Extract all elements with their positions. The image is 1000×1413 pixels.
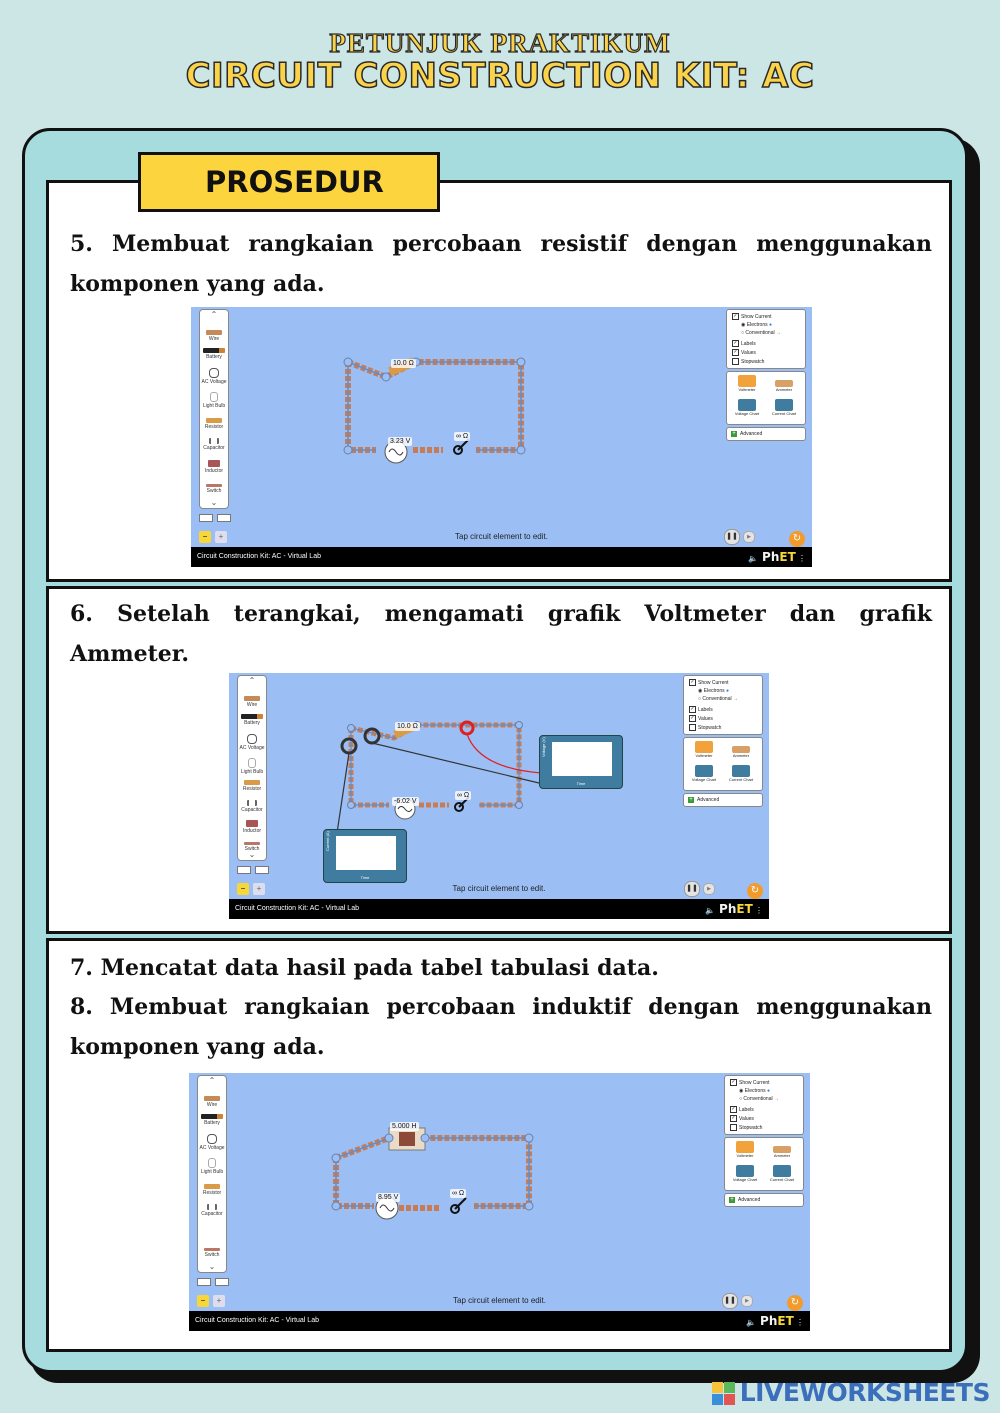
labels-checkbox[interactable]: ✓ Labels [690,706,713,713]
show-current-checkbox[interactable]: ✓ Show Current [690,679,729,686]
voltmeter-tool[interactable]: Voltmeter [728,1141,762,1158]
wire-left-highlight [348,362,376,450]
menu-icon[interactable]: ⋮ [798,554,806,563]
show-current-checkbox[interactable]: ✓ Show Current [731,1079,770,1086]
switch-label: ∞ Ω [457,792,470,799]
voltmeter-tool[interactable]: Voltmeter [687,741,721,758]
zoom-out-button[interactable]: − [199,531,211,543]
zoom-out-button[interactable]: − [197,1295,209,1307]
page-title: CIRCUIT CONSTRUCTION KIT: AC [185,56,815,96]
tap-hint: Tap circuit element to edit. [455,532,548,541]
conventional-radio[interactable]: ○ Conventional → [739,1096,779,1102]
labels-checkbox[interactable]: ✓ Labels [733,340,756,347]
tool-capacitor[interactable]: Capacitor [200,438,228,451]
voltmeter-tool[interactable]: Voltmeter [730,375,764,392]
resistor-label: 10.0 Ω [393,360,414,367]
tool-ac-voltage[interactable]: AC Voltage [198,1134,226,1151]
values-checkbox[interactable]: ✓ Values [690,715,713,722]
reset-button[interactable]: ↻ [747,883,763,899]
advanced-toggle[interactable]: + Advanced [724,1193,804,1207]
tool-resistor[interactable]: Resistor [200,418,228,430]
conventional-radio[interactable]: ○ Conventional → [741,330,781,336]
toolbox-up-icon[interactable]: ⌃ [248,676,256,685]
advanced-toggle[interactable]: + Advanced [683,793,763,807]
ammeter-tool[interactable]: Ammeter [765,1141,799,1158]
tap-hint: Tap circuit element to edit. [453,1296,546,1305]
meters-panel [726,371,806,425]
liveworksheets-watermark: LIVEWORKSHEETS [712,1378,990,1407]
ammeter-tool[interactable]: Ammeter [724,741,758,758]
tool-battery[interactable]: Battery [198,1114,226,1126]
current-chart-tool[interactable]: Current Chart [765,1165,799,1182]
electrons-radio[interactable]: ◉ Electrons ● [698,688,730,694]
tool-light-bulb[interactable]: Light Bulb [238,758,266,775]
current-chart-xlabel: Time [360,875,370,880]
sound-icon[interactable]: 🔈 [748,554,759,563]
tool-inductor[interactable]: Inductor [200,460,228,474]
stopwatch-checkbox[interactable]: Stopwatch [689,724,721,731]
switch-label: ∞ Ω [456,433,469,440]
tool-ac-voltage[interactable]: AC Voltage [200,368,228,385]
phet-logo[interactable]: PhET [760,1314,794,1328]
voltage-chart-tool[interactable]: Voltage Chart [730,399,764,416]
wire-left [336,1158,374,1206]
stopwatch-checkbox[interactable]: Stopwatch [730,1124,762,1131]
sim-title: Circuit Construction Kit: AC - Virtual Lab [235,905,359,912]
voltage-chart-tool[interactable]: Voltage Chart [687,765,721,782]
sound-icon[interactable]: 🔈 [705,906,716,915]
current-chart[interactable] [323,829,407,883]
circuit-drawing [191,307,812,567]
voltage-chart-plot [552,742,612,776]
sim-title: Circuit Construction Kit: AC - Virtual Lab [197,553,321,560]
pause-button[interactable]: ❚❚ [684,881,700,897]
toolbox-down-icon[interactable]: ⌄ [208,1262,216,1271]
tool-battery[interactable]: Battery [200,348,228,360]
step-6-text: 6. Setelah terangkai, mengamati grafik Voltmeter dan grafik Ammeter. [70,601,932,667]
sound-icon[interactable]: 🔈 [746,1318,757,1327]
display-options-panel [724,1075,804,1135]
reset-button[interactable]: ↻ [789,531,805,547]
tool-switch[interactable]: Switch [238,842,266,852]
toolbox-down-icon[interactable]: ⌄ [248,850,256,859]
sim-screenshot-inductive [189,1073,810,1331]
tool-capacitor[interactable]: Capacitor [198,1204,226,1217]
values-checkbox[interactable]: ✓ Values [733,349,756,356]
inductor-label: 5.000 H [392,1123,417,1130]
tool-battery[interactable]: Battery [238,714,266,726]
sim-navbar [191,547,812,567]
zoom-out-button[interactable]: − [237,883,249,895]
voltage-chart-ylabel: Voltage (V) [541,737,546,757]
tool-wire[interactable]: Wire [198,1096,226,1108]
toolbox-down-icon[interactable]: ⌄ [210,498,218,507]
current-chart-tool[interactable]: Current Chart [724,765,758,782]
electrons-radio[interactable]: ◉ Electrons ● [739,1088,771,1094]
step-7-text: 7. Mencatat data hasil pada tabel tabulasi data. [70,955,659,981]
sim-title: Circuit Construction Kit: AC - Virtual Lab [195,1317,319,1324]
wire-top [336,1138,529,1206]
tool-inductor[interactable]: Inductor [238,820,266,834]
step-button[interactable]: ▶ [741,1295,753,1307]
current-chart-tool[interactable]: Current Chart [767,399,801,416]
sim-screenshot-meters [229,673,769,919]
labels-checkbox[interactable]: ✓ Labels [731,1106,754,1113]
phet-logo[interactable]: PhET [719,902,753,916]
pause-button[interactable]: ❚❚ [724,529,740,545]
tool-ac-voltage[interactable]: AC Voltage [238,734,266,751]
electrons-radio[interactable]: ◉ Electrons ● [741,322,773,328]
tool-wire[interactable]: Wire [238,696,266,708]
liveworksheets-logo-icon [712,1382,736,1406]
zoom-in-button[interactable]: + [215,531,227,543]
tool-capacitor[interactable]: Capacitor [238,800,266,813]
phet-logo[interactable]: PhET [762,550,796,564]
tool-light-bulb[interactable]: Light Bulb [198,1158,226,1175]
step-8-text: 8. Membuat rangkaian percobaan induktif dengan menggunakan komponen yang ada. [70,994,932,1060]
resistor-label: 10.0 Ω [397,723,418,730]
menu-icon[interactable]: ⋮ [755,906,763,915]
current-chart-ylabel: Current (A) [325,831,330,851]
circuit-drawing [189,1073,810,1331]
switch-label: ∞ Ω [452,1190,465,1197]
source-label: -6.02 V [394,798,417,805]
meters-panel [724,1137,804,1191]
tap-hint: Tap circuit element to edit. [452,884,546,893]
section-label: PROSEDUR [138,152,440,212]
values-checkbox[interactable]: ✓ Values [731,1115,754,1122]
wire-left [348,362,376,450]
tool-switch[interactable]: Switch [200,484,228,494]
tool-wire[interactable]: Wire [200,330,228,342]
page-subtitle: PETUNJUK PRAKTIKUM [329,28,671,58]
conventional-radio[interactable]: ○ Conventional → [698,696,738,702]
stopwatch-checkbox[interactable]: Stopwatch [732,358,764,365]
pause-button[interactable]: ❚❚ [722,1293,738,1309]
wire-top [351,725,519,805]
tool-resistor[interactable]: Resistor [198,1184,226,1196]
step-5-text: 5. Membuat rangkaian percobaan resistif dengan menggunakan komponen yang ada. [70,231,932,297]
source-label: 3.23 V [390,438,411,445]
advanced-toggle[interactable]: + Advanced [726,427,806,441]
tool-switch[interactable]: Switch [198,1248,226,1258]
wire-top [348,362,521,450]
sim-screenshot-resistive [191,307,812,567]
ammeter-tool[interactable]: Ammeter [767,375,801,392]
sim-navbar [189,1311,810,1331]
toolbox-up-icon[interactable]: ⌃ [208,1076,216,1085]
sim-navbar [229,899,769,919]
source-label: 8.95 V [378,1194,399,1201]
wire-left [351,728,389,805]
menu-icon[interactable]: ⋮ [796,1318,804,1327]
current-chart-plot [336,836,396,870]
step-button[interactable]: ▶ [743,531,755,543]
reset-button[interactable]: ↻ [787,1295,803,1311]
display-options-panel [683,675,763,735]
voltage-chart[interactable] [539,735,623,789]
tool-resistor[interactable]: Resistor [238,780,266,792]
voltage-chart-xlabel: Time [576,781,586,786]
meters-panel [683,737,763,791]
step-button[interactable]: ▶ [703,883,715,895]
voltage-chart-tool[interactable]: Voltage Chart [728,1165,762,1182]
display-options-panel [726,309,806,369]
show-current-checkbox[interactable]: ✓ Show Current [733,313,772,320]
toolbox-up-icon[interactable]: ⌃ [210,310,218,319]
zoom-in-button[interactable]: + [253,883,265,895]
tool-light-bulb[interactable]: Light Bulb [200,392,228,409]
zoom-in-button[interactable]: + [213,1295,225,1307]
